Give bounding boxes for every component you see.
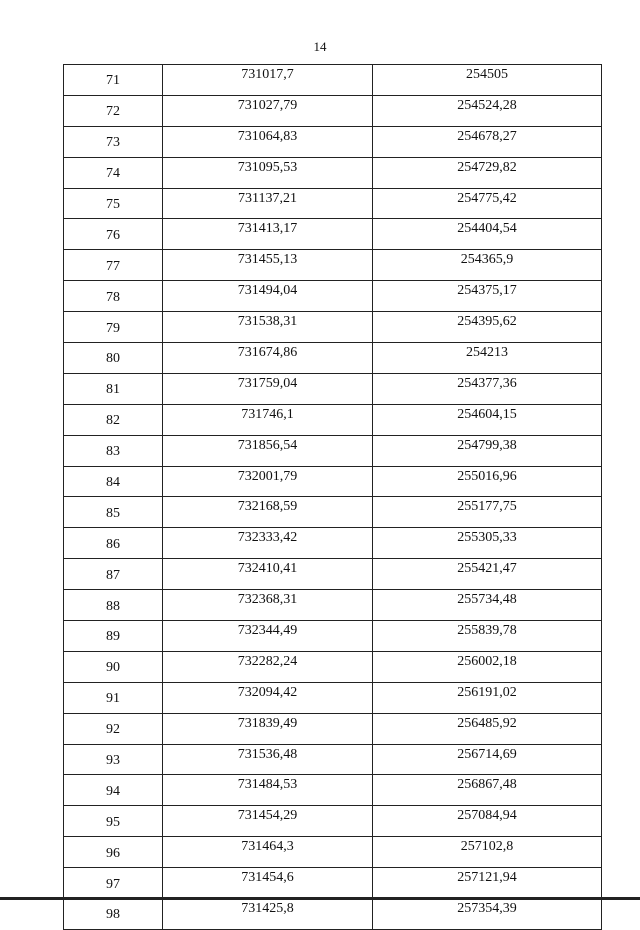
y-coordinate-cell: 254524,28 xyxy=(373,95,602,126)
x-coordinate-cell: 732094,42 xyxy=(163,682,373,713)
x-coordinate-cell: 731454,29 xyxy=(163,806,373,837)
point-number-cell: 95 xyxy=(64,806,163,837)
table-row xyxy=(64,559,602,590)
point-number-cell: 82 xyxy=(64,404,163,435)
x-coordinate-cell: 731484,53 xyxy=(163,775,373,806)
point-number-cell: 81 xyxy=(64,373,163,404)
point-number-cell: 94 xyxy=(64,775,163,806)
y-coordinate-cell: 255305,33 xyxy=(373,528,602,559)
table-row xyxy=(64,497,602,528)
table-row xyxy=(64,343,602,374)
x-coordinate-cell: 731455,13 xyxy=(163,250,373,281)
x-coordinate-cell: 731674,86 xyxy=(163,343,373,374)
table-row xyxy=(64,281,602,312)
table-row xyxy=(64,868,602,899)
y-coordinate-cell: 256867,48 xyxy=(373,775,602,806)
x-coordinate-cell: 732333,42 xyxy=(163,528,373,559)
table-row xyxy=(64,775,602,806)
y-coordinate-cell: 255734,48 xyxy=(373,590,602,621)
y-coordinate-cell: 256485,92 xyxy=(373,713,602,744)
x-coordinate-cell: 731856,54 xyxy=(163,435,373,466)
table-row xyxy=(64,250,602,281)
table-row xyxy=(64,466,602,497)
x-coordinate-cell: 731494,04 xyxy=(163,281,373,312)
point-number-cell: 91 xyxy=(64,682,163,713)
x-coordinate-cell: 732368,31 xyxy=(163,590,373,621)
table-row xyxy=(64,713,602,744)
y-coordinate-cell: 255421,47 xyxy=(373,559,602,590)
page-number: 14 xyxy=(313,39,327,54)
point-number-cell: 87 xyxy=(64,559,163,590)
y-coordinate-cell: 254365,9 xyxy=(373,250,602,281)
point-number-cell: 71 xyxy=(64,65,163,96)
y-coordinate-cell: 254678,27 xyxy=(373,126,602,157)
point-number-cell: 92 xyxy=(64,713,163,744)
table-row xyxy=(64,806,602,837)
x-coordinate-cell: 731538,31 xyxy=(163,312,373,343)
table-row xyxy=(64,837,602,868)
table-row xyxy=(64,95,602,126)
point-number-cell: 77 xyxy=(64,250,163,281)
x-coordinate-cell: 731536,48 xyxy=(163,744,373,775)
x-coordinate-cell: 731064,83 xyxy=(163,126,373,157)
x-coordinate-cell: 732168,59 xyxy=(163,497,373,528)
y-coordinate-cell: 255839,78 xyxy=(373,621,602,652)
x-coordinate-cell: 732344,49 xyxy=(163,621,373,652)
point-number-cell: 89 xyxy=(64,621,163,652)
y-coordinate-cell: 254404,54 xyxy=(373,219,602,250)
y-coordinate-cell: 256714,69 xyxy=(373,744,602,775)
x-coordinate-cell: 732001,79 xyxy=(163,466,373,497)
point-number-cell: 86 xyxy=(64,528,163,559)
y-coordinate-cell: 255016,96 xyxy=(373,466,602,497)
point-number-cell: 79 xyxy=(64,312,163,343)
table-row xyxy=(64,899,602,930)
table-row xyxy=(64,312,602,343)
x-coordinate-cell: 731137,21 xyxy=(163,188,373,219)
point-number-cell: 85 xyxy=(64,497,163,528)
x-coordinate-cell: 731464,3 xyxy=(163,837,373,868)
point-number-cell: 88 xyxy=(64,590,163,621)
table-row xyxy=(64,157,602,188)
x-coordinate-cell: 731839,49 xyxy=(163,713,373,744)
table-row xyxy=(64,188,602,219)
point-number-cell: 93 xyxy=(64,744,163,775)
y-coordinate-cell: 254377,36 xyxy=(373,373,602,404)
x-coordinate-cell: 731759,04 xyxy=(163,373,373,404)
table-row xyxy=(64,590,602,621)
table-row xyxy=(64,65,602,96)
table-row xyxy=(64,126,602,157)
table-row xyxy=(64,404,602,435)
point-number-cell: 74 xyxy=(64,157,163,188)
y-coordinate-cell: 254799,38 xyxy=(373,435,602,466)
point-number-cell: 96 xyxy=(64,837,163,868)
table-row xyxy=(64,744,602,775)
y-coordinate-cell: 255177,75 xyxy=(373,497,602,528)
point-number-cell: 75 xyxy=(64,188,163,219)
y-coordinate-cell: 254213 xyxy=(373,343,602,374)
table-row xyxy=(64,682,602,713)
coordinates-table xyxy=(63,64,602,930)
point-number-cell: 73 xyxy=(64,126,163,157)
table-row xyxy=(64,621,602,652)
x-coordinate-cell: 731413,17 xyxy=(163,219,373,250)
y-coordinate-cell: 254375,17 xyxy=(373,281,602,312)
x-coordinate-cell: 731017,7 xyxy=(163,65,373,96)
y-coordinate-cell: 257121,94 xyxy=(373,868,602,899)
y-coordinate-cell: 254604,15 xyxy=(373,404,602,435)
point-number-cell: 76 xyxy=(64,219,163,250)
x-coordinate-cell: 732410,41 xyxy=(163,559,373,590)
point-number-cell: 90 xyxy=(64,651,163,682)
table-row xyxy=(64,219,602,250)
y-coordinate-cell: 257102,8 xyxy=(373,837,602,868)
x-coordinate-cell: 731095,53 xyxy=(163,157,373,188)
point-number-cell: 98 xyxy=(64,899,163,930)
x-coordinate-cell: 732282,24 xyxy=(163,651,373,682)
y-coordinate-cell: 254505 xyxy=(373,65,602,96)
y-coordinate-cell: 256002,18 xyxy=(373,651,602,682)
point-number-cell: 78 xyxy=(64,281,163,312)
point-number-cell: 83 xyxy=(64,435,163,466)
x-coordinate-cell: 731027,79 xyxy=(163,95,373,126)
y-coordinate-cell: 254395,62 xyxy=(373,312,602,343)
x-coordinate-cell: 731425,8 xyxy=(163,899,373,930)
coordinates-table-body xyxy=(64,65,602,930)
table-row xyxy=(64,528,602,559)
table-row xyxy=(64,373,602,404)
point-number-cell: 84 xyxy=(64,466,163,497)
y-coordinate-cell: 254729,82 xyxy=(373,157,602,188)
y-coordinate-cell: 257354,39 xyxy=(373,899,602,930)
x-coordinate-cell: 731454,6 xyxy=(163,868,373,899)
point-number-cell: 80 xyxy=(64,343,163,374)
point-number-cell: 97 xyxy=(64,868,163,899)
table-row xyxy=(64,651,602,682)
point-number-cell: 72 xyxy=(64,95,163,126)
y-coordinate-cell: 254775,42 xyxy=(373,188,602,219)
y-coordinate-cell: 257084,94 xyxy=(373,806,602,837)
table-row xyxy=(64,435,602,466)
y-coordinate-cell: 256191,02 xyxy=(373,682,602,713)
x-coordinate-cell: 731746,1 xyxy=(163,404,373,435)
bottom-rule xyxy=(0,897,640,900)
